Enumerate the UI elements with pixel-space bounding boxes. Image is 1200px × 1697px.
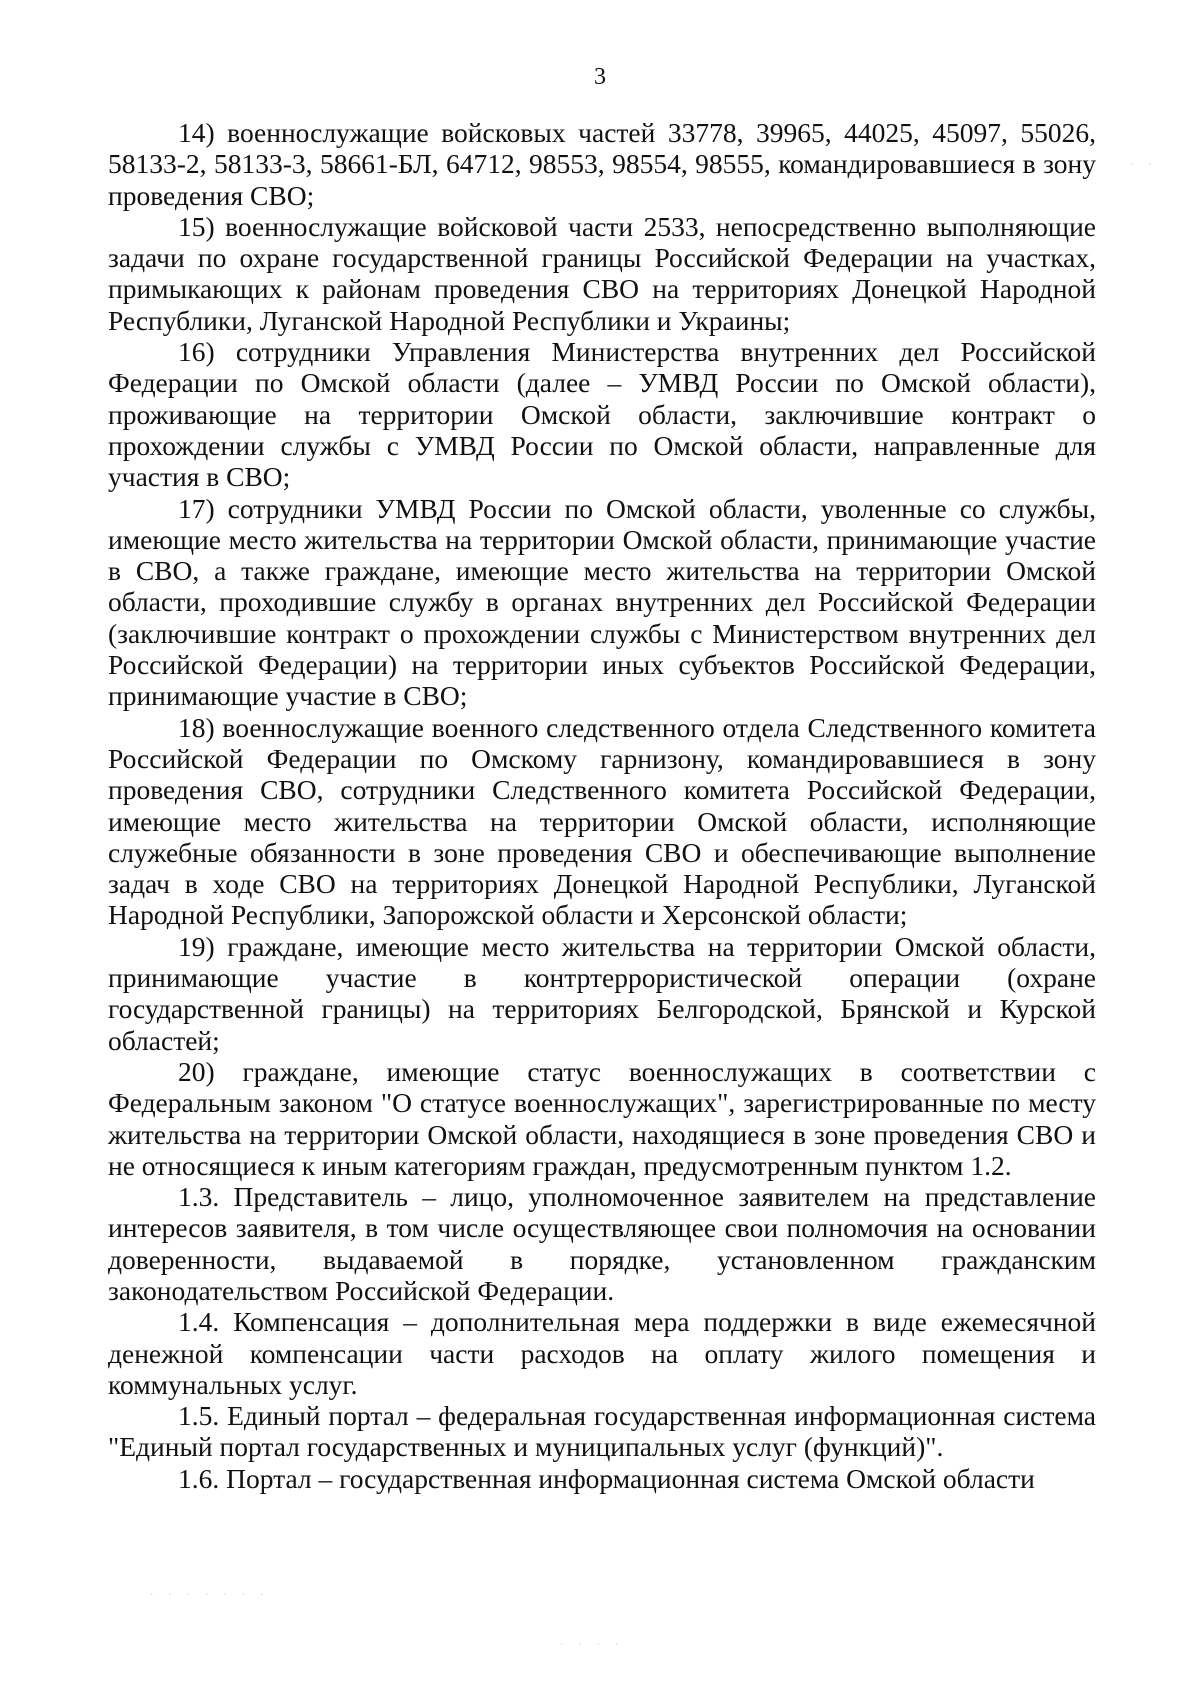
page-number: 3 — [594, 64, 606, 90]
scan-noise: · · · · — [560, 1640, 625, 1651]
paragraph-1-4: 1.4. Компенсация – дополнительная мера поддержки в виде ежемесячной денежной компенсации части расходов на оплату жилого помещения и коммунальных услуг. — [108, 1306, 1096, 1400]
paragraph-1-3: 1.3. Представитель – лицо, уполномоченное заявителем на представление интересов заявителя, в том числе осуществляющее свои полномочия на основании доверенности, выдаваемой в порядке, установленном гражданским законодательством Российской Федерации. — [108, 1181, 1096, 1306]
paragraph-20: 20) граждане, имеющие статус военнослужащих в соответствии с Федеральным законом "О статусе военнослужащих", зарегистрированные по месту жительства на территории Омской области, находящиеся в зоне проведения СВО и не относящиеся к иным категориям граждан, предусмотренным пунктом 1.2. — [108, 1055, 1096, 1181]
paragraph-16: 16) сотрудники Управления Министерства внутренних дел Российской Федерации по Омской области (далее – УМВД России по Омской области), проживающие на территории Омской области, заключившие контракт о прохождении службы с УМВД России по Омской области, направленные для участия в СВО; — [108, 336, 1096, 493]
paragraph-19: 19) граждане, имеющие место жительства на территории Омской области, принимающие участие в контртеррористической операции (охране государственной границы) на территориях Белгородской, Брянской и Курской областей; — [108, 930, 1096, 1056]
paragraph-1-5: 1.5. Единый портал – федеральная государственная информационная система "Единый портал государственных и муниципальных услуг (функций)". — [108, 1400, 1096, 1463]
paragraph-14: 14) военнослужащие войсковых частей 33778, 39965, 44025, 45097, 55026, 58133-2, 58133-3, 58661-БЛ, 64712, 98553, 98554, 98555, командировавшиеся в зону проведения СВО; — [108, 117, 1096, 211]
scan-noise: · · — [1130, 160, 1158, 171]
document-body — [108, 117, 1096, 1494]
paragraph-18: 18) военнослужащие военного следственного отдела Следственного комитета Российской Федерации по Омскому гарнизону, командировавшиеся в зону проведения СВО, сотрудники Следственного комитета Российской Федерации, имеющие место жительства на территории Омской области, исполняющие служебные обязанности в зоне проведения СВО и обеспечивающие выполнение задач в ходе СВО на территориях Донецкой Народной Республики, Луганской Народной Республики, Запорожской области и Херсонской области; — [108, 711, 1096, 931]
paragraph-1-6: 1.6. Портал – государственная информационная система Омской области — [178, 1462, 1035, 1494]
paragraph-15: 15) военнослужащие войсковой части 2533, непосредственно выполняющие задачи по охране государственной границы Российской Федерации на участках, примыкающих к районам проведения СВО на территориях Донецкой Народной Республики, Луганской Народной Республики и Украины; — [108, 210, 1096, 336]
paragraph-17: 17) сотрудники УМВД России по Омской области, уволенные со службы, имеющие место жительства на территории Омской области, принимающие участие в СВО, а также граждане, имеющие место жительства на территории Омской области, проходившие службу в органах внутренних дел Российской Федерации (заключившие контракт о прохождении службы с Министерством внутренних дел Российской Федерации) на территории иных субъектов Российской Федерации, принимающие участие в СВО; — [108, 492, 1096, 712]
scan-noise: · · · · · · · — [150, 1590, 270, 1601]
